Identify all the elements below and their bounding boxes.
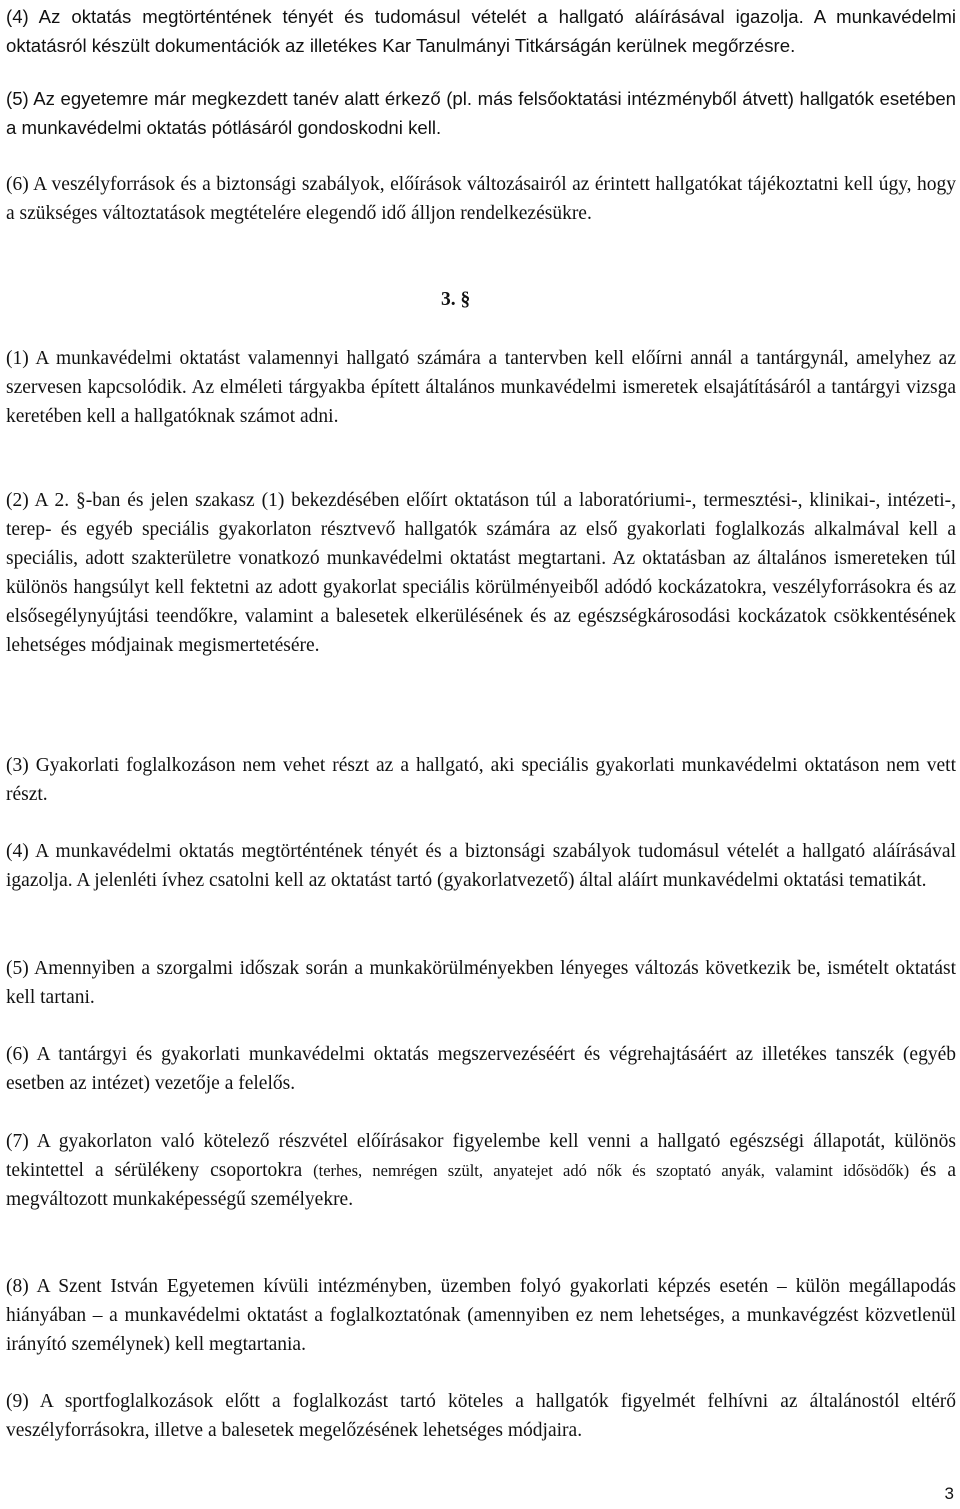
paragraph-7-parenthetical: (terhes, nemrégen szült, anyatejet adó nők és szoptató anyák, valamint idősödők) bbox=[313, 1161, 910, 1181]
paragraph-5-intro: (5) Az egyetemre már megkezdett tanév alatt érkező (pl. más felsőoktatási intézményből átvett) hallgatók esetében a munkavédelmi oktatás pótlásáról gondoskodni kell. bbox=[6, 88, 956, 139]
paragraph-7-end: és a megváltozott munkaképességű személyekre. bbox=[6, 1160, 956, 1211]
section-heading: 3. § bbox=[441, 289, 471, 310]
paragraph-6-intro: (6) A veszélyforrások és a biztonsági szabályok, előírások változásairól az érintett hallgatókat tájékoztatni kell úgy, hogy a szükséges változtatások megtételére elegendő idő álljon rendelkezésükre. bbox=[6, 174, 956, 225]
paragraph-7 bbox=[6, 1127, 956, 1214]
paragraph-1: (1) A munkavédelmi oktatást valamennyi hallgató számára a tantervben kell előírni annál a tantárgynál, amelyhez az szervesen kapcsolódik. Az elméleti tárgyakba épített általános munkavédelmi ismeretek elsajátításáról a tantárgyi vizsga keretében kell a hallgatóknak számot adni. bbox=[6, 348, 956, 428]
page-number: 3 bbox=[944, 1484, 954, 1503]
paragraph-7-main: (7) A gyakorlaton való kötelező részvétel előírásakor figyelembe kell venni a hallgató egészségi állapotát, különös tekintettel a sérülékeny csoportokra bbox=[6, 1131, 956, 1182]
paragraph-3: (3) Gyakorlati foglalkozáson nem vehet részt az a hallgató, aki speciális gyakorlati munkavédelmi oktatáson nem vett részt. bbox=[6, 755, 956, 806]
paragraph-6: (6) A tantárgyi és gyakorlati munkavédelmi oktatás megszervezéséért és végrehajtásáért az illetékes tanszék (egyéb esetben az intézet) vezetője a felelős. bbox=[6, 1044, 956, 1095]
paragraph-9: (9) A sportfoglalkozások előtt a foglalkozást tartó köteles a hallgatók figyelmét felhívni az általánostól eltérő veszélyforrásokra, illetve a balesetek megelőzésének lehetséges módjaira. bbox=[6, 1391, 956, 1442]
paragraph-4: (4) A munkavédelmi oktatás megtörténtének tényét és a biztonsági szabályok tudomásul vételét a hallgató aláírásával igazolja. A jelenléti ívhez csatolni kell az oktatást tartó (gyakorlatvezető) által aláírt munkavédelmi oktatási tematikát. bbox=[6, 841, 956, 892]
paragraph-4-intro: (4) Az oktatás megtörténtének tényét és tudomásul vételét a hallgató aláírásával igazolja. A munkavédelmi oktatásról készült dokumentációk az illetékes Kar Tanulmányi Titkárságán kerülnek megőrzésre. bbox=[6, 6, 956, 57]
paragraph-8: (8) A Szent István Egyetemen kívüli intézményben, üzemben folyó gyakorlati képzés esetén – külön megállapodás hiányában – a munkavédelmi oktatást a foglalkoztatónak (amennyiben ez nem lehetséges, a munkavégzést közvetlenül irányító személynek) kell megtartania. bbox=[6, 1276, 956, 1356]
paragraph-5: (5) Amennyiben a szorgalmi időszak során a munkakörülményekben lényeges változás következik be, ismételt oktatást kell tartani. bbox=[6, 958, 956, 1009]
paragraph-2: (2) A 2. §-ban és jelen szakasz (1) bekezdésében előírt oktatáson túl a laboratóriumi-, termesztési-, klinikai-, intézeti-, terep- és egyéb speciális gyakorlaton résztvevő hallgatók számára az első gyakorlati foglalkozás alkalmával kell a speciális, adott szakterületre vonatkozó munkavédelmi oktatást megtartani. Az oktatásban az általános ismereteken túl különös hangsúlyt kell fektetni az adott gyakorlat speciális körülményeiből adódó kockázatokra, veszélyforrásokra és az elsősegélynyújtási teendőkre, valamint a balesetek elkerülésének és az egészségkárosodási kockázatok csökkentésének lehetséges módjainak megismertetésére. bbox=[6, 490, 956, 657]
